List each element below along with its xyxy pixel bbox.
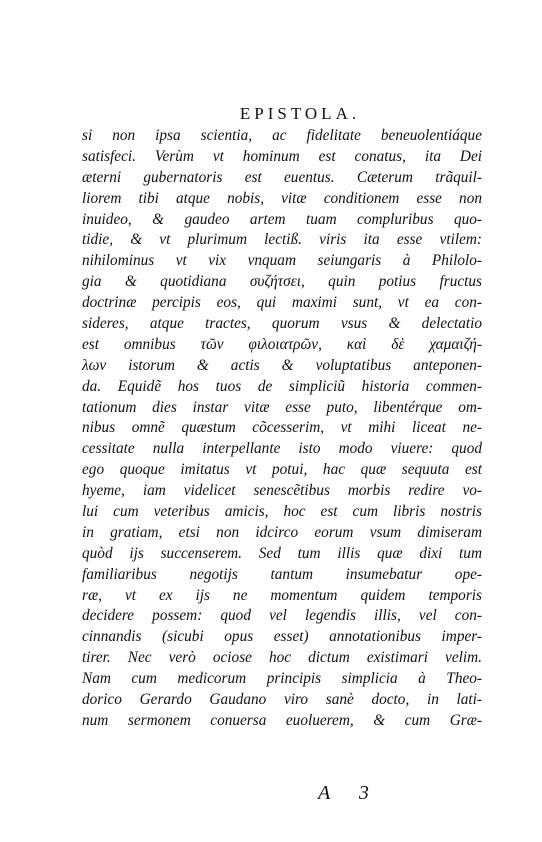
text-line: cessitate nulla interpellante isto modo viuere: quod	[82, 440, 482, 458]
text-line: æterni gubernatoris est euentus. Cæterum trãquil-	[82, 168, 482, 186]
text-line: est omnibus τῶν φιλοιατρῶν, καὶ δὲ χαμαιζή-	[82, 335, 482, 353]
text-line: λων istorum & actis & voluptatibus anteponen-	[82, 356, 482, 374]
text-line: hyeme, iam videlicet senescẽtibus morbis redire vo-	[82, 482, 482, 500]
text-line: dorico Gerardo Gaudano viro sanè docto, in lati-	[82, 691, 482, 709]
text-line: num sermonem conuersa euoluerem, & cum Græ-	[82, 711, 482, 729]
text-line: tidie, & vt plurimum lectiß. viris ita esse vtilem:	[82, 231, 482, 249]
text-line: lui cum veteribus amicis, hoc est cum libris nostris	[82, 503, 482, 521]
text-line: si non ipsa scientia, ac fidelitate beneuolentiáque	[82, 127, 482, 144]
text-line: nihilominus vt vix vnquam seiungaris à Philolo-	[82, 252, 482, 270]
text-line: familiaribus negotijs tantum insumebatur ope-	[82, 565, 482, 583]
text-line: tirer. Nec verò ociose hoc dictum existimari velim.	[82, 649, 482, 667]
text-line: doctrinæ percipis eos, qui maximi sunt, vt ea con-	[82, 294, 482, 312]
text-line: cinnandis (sicubi opus esset) annotationibus imper-	[82, 628, 482, 646]
signature-mark: A 3	[318, 782, 381, 804]
text-line: gia & quotidiana συζήτσει, quin potius fructus	[82, 273, 482, 291]
text-line: da. Equidẽ hos tuos de simpliciũ historia commen-	[82, 377, 482, 395]
text-line: ego quoque imitatus vt potui, hac quæ sequuta est	[82, 461, 482, 479]
text-line: decidere possem: quod vel legendis illis, vel con-	[82, 607, 482, 625]
text-line: tationum dies instar vitæ esse puto, libentérque om-	[82, 398, 482, 416]
body-text	[82, 126, 482, 732]
text-line: quòd ijs succenserem. Sed tum illis quæ dixi tum	[82, 544, 482, 562]
text-line: in gratiam, etsi non idcirco eorum vsum dimiseram	[82, 523, 482, 541]
text-line: Nam cum medicorum principis simplicia à Theo-	[82, 670, 482, 688]
text-line: satisfeci. Verùm vt hominum est conatus, ita Dei	[82, 147, 482, 165]
text-line: sideres, atque tractes, quorum vsus & delectatio	[82, 315, 482, 333]
text-line: inuideo, & gaudeo artem tuam compluribus quo-	[82, 210, 482, 228]
text-line: nibus omnẽ quæstum cõcesserim, vt mihi liceat ne-	[82, 419, 482, 437]
running-head: EPISTOLA.	[239, 104, 361, 123]
text-line: ræ, vt ex ijs ne momentum quidem temporis	[82, 586, 482, 604]
text-line: liorem tibi atque nobis, vitæ conditionem esse non	[82, 189, 482, 207]
